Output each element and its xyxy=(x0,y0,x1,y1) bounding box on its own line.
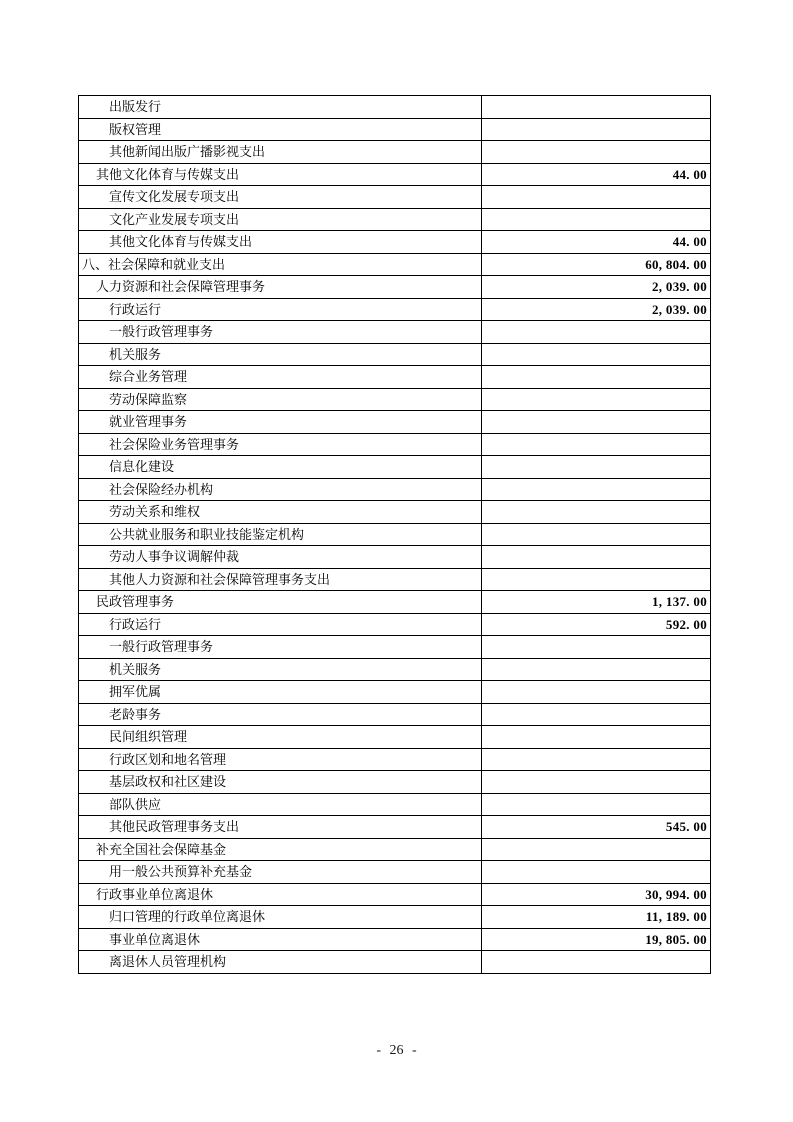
item-label-cell: 离退休人员管理机构 xyxy=(79,951,482,974)
item-label-cell: 劳动保障监察 xyxy=(79,388,482,411)
amount-cell xyxy=(482,523,711,546)
table-row xyxy=(79,816,711,839)
amount-cell xyxy=(482,478,711,501)
table-row xyxy=(79,456,711,479)
item-label-cell: 民间组织管理 xyxy=(79,726,482,749)
table-row xyxy=(79,951,711,974)
item-label-cell: 其他文化体育与传媒支出 xyxy=(79,163,482,186)
amount-cell: 19, 805. 00 xyxy=(482,928,711,951)
table-row xyxy=(79,433,711,456)
table-row xyxy=(79,748,711,771)
item-label-cell: 行政区划和地名管理 xyxy=(79,748,482,771)
table-row xyxy=(79,253,711,276)
amount-cell xyxy=(482,703,711,726)
item-label-cell: 劳动人事争议调解仲裁 xyxy=(79,546,482,569)
table-row xyxy=(79,231,711,254)
amount-cell xyxy=(482,771,711,794)
item-label-cell: 行政运行 xyxy=(79,613,482,636)
item-label-cell: 八、社会保障和就业支出 xyxy=(79,253,482,276)
table-row xyxy=(79,388,711,411)
amount-cell xyxy=(482,793,711,816)
amount-cell xyxy=(482,141,711,164)
amount-cell xyxy=(482,118,711,141)
table-row xyxy=(79,411,711,434)
item-label-cell: 老龄事务 xyxy=(79,703,482,726)
amount-cell xyxy=(482,861,711,884)
amount-cell xyxy=(482,546,711,569)
item-label-cell: 信息化建设 xyxy=(79,456,482,479)
item-label-cell: 一般行政管理事务 xyxy=(79,636,482,659)
item-label-cell: 一般行政管理事务 xyxy=(79,321,482,344)
table-row xyxy=(79,568,711,591)
item-label-cell: 劳动关系和维权 xyxy=(79,501,482,524)
amount-cell xyxy=(482,951,711,974)
item-label-cell: 文化产业发展专项支出 xyxy=(79,208,482,231)
amount-cell xyxy=(482,838,711,861)
amount-cell: 30, 994. 00 xyxy=(482,883,711,906)
item-label-cell: 社会保险经办机构 xyxy=(79,478,482,501)
amount-cell xyxy=(482,186,711,209)
item-label-cell: 宣传文化发展专项支出 xyxy=(79,186,482,209)
amount-cell: 2, 039. 00 xyxy=(482,298,711,321)
item-label-cell: 出版发行 xyxy=(79,96,482,119)
amount-cell xyxy=(482,96,711,119)
item-label-cell: 公共就业服务和职业技能鉴定机构 xyxy=(79,523,482,546)
amount-cell xyxy=(482,748,711,771)
amount-cell xyxy=(482,208,711,231)
table-row xyxy=(79,681,711,704)
table-row xyxy=(79,591,711,614)
amount-cell: 44. 00 xyxy=(482,163,711,186)
table-row xyxy=(79,793,711,816)
amount-cell xyxy=(482,456,711,479)
item-label-cell: 其他人力资源和社会保障管理事务支出 xyxy=(79,568,482,591)
table-row xyxy=(79,366,711,389)
table-row xyxy=(79,96,711,119)
table-row xyxy=(79,883,711,906)
item-label-cell: 其他文化体育与传媒支出 xyxy=(79,231,482,254)
amount-cell xyxy=(482,388,711,411)
item-label-cell: 补充全国社会保障基金 xyxy=(79,838,482,861)
table-row xyxy=(79,861,711,884)
table-row xyxy=(79,343,711,366)
amount-cell: 545. 00 xyxy=(482,816,711,839)
amount-cell xyxy=(482,568,711,591)
budget-table-body xyxy=(79,96,711,974)
item-label-cell: 归口管理的行政单位离退休 xyxy=(79,906,482,929)
item-label-cell: 民政管理事务 xyxy=(79,591,482,614)
item-label-cell: 人力资源和社会保障管理事务 xyxy=(79,276,482,299)
item-label-cell: 机关服务 xyxy=(79,658,482,681)
table-row xyxy=(79,298,711,321)
table-row xyxy=(79,703,711,726)
table-row xyxy=(79,186,711,209)
amount-cell xyxy=(482,321,711,344)
amount-cell xyxy=(482,501,711,524)
item-label-cell: 基层政权和社区建设 xyxy=(79,771,482,794)
amount-cell xyxy=(482,366,711,389)
amount-cell xyxy=(482,681,711,704)
item-label-cell: 社会保险业务管理事务 xyxy=(79,433,482,456)
amount-cell: 2, 039. 00 xyxy=(482,276,711,299)
item-label-cell: 综合业务管理 xyxy=(79,366,482,389)
page-number: - 26 - xyxy=(376,1043,417,1058)
amount-cell xyxy=(482,433,711,456)
table-row xyxy=(79,163,711,186)
amount-cell xyxy=(482,636,711,659)
table-row xyxy=(79,636,711,659)
item-label-cell: 其他民政管理事务支出 xyxy=(79,816,482,839)
item-label-cell: 行政事业单位离退休 xyxy=(79,883,482,906)
amount-cell: 11, 189. 00 xyxy=(482,906,711,929)
table-row xyxy=(79,141,711,164)
table-row xyxy=(79,771,711,794)
amount-cell: 1, 137. 00 xyxy=(482,591,711,614)
table-row xyxy=(79,501,711,524)
table-row xyxy=(79,838,711,861)
item-label-cell: 行政运行 xyxy=(79,298,482,321)
amount-cell: 592. 00 xyxy=(482,613,711,636)
item-label-cell: 就业管理事务 xyxy=(79,411,482,434)
item-label-cell: 版权管理 xyxy=(79,118,482,141)
table-row xyxy=(79,906,711,929)
item-label-cell: 事业单位离退休 xyxy=(79,928,482,951)
table-row xyxy=(79,726,711,749)
item-label-cell: 机关服务 xyxy=(79,343,482,366)
table-row xyxy=(79,478,711,501)
amount-cell xyxy=(482,411,711,434)
amount-cell xyxy=(482,343,711,366)
table-row xyxy=(79,658,711,681)
table-row xyxy=(79,208,711,231)
amount-cell: 60, 804. 00 xyxy=(482,253,711,276)
table-row xyxy=(79,928,711,951)
table-row xyxy=(79,118,711,141)
table-row xyxy=(79,613,711,636)
amount-cell xyxy=(482,726,711,749)
budget-table xyxy=(78,95,711,974)
item-label-cell: 拥军优属 xyxy=(79,681,482,704)
amount-cell xyxy=(482,658,711,681)
table-row xyxy=(79,546,711,569)
item-label-cell: 其他新闻出版广播影视支出 xyxy=(79,141,482,164)
amount-cell: 44. 00 xyxy=(482,231,711,254)
table-row xyxy=(79,276,711,299)
item-label-cell: 用一般公共预算补充基金 xyxy=(79,861,482,884)
item-label-cell: 部队供应 xyxy=(79,793,482,816)
table-row xyxy=(79,321,711,344)
table-row xyxy=(79,523,711,546)
